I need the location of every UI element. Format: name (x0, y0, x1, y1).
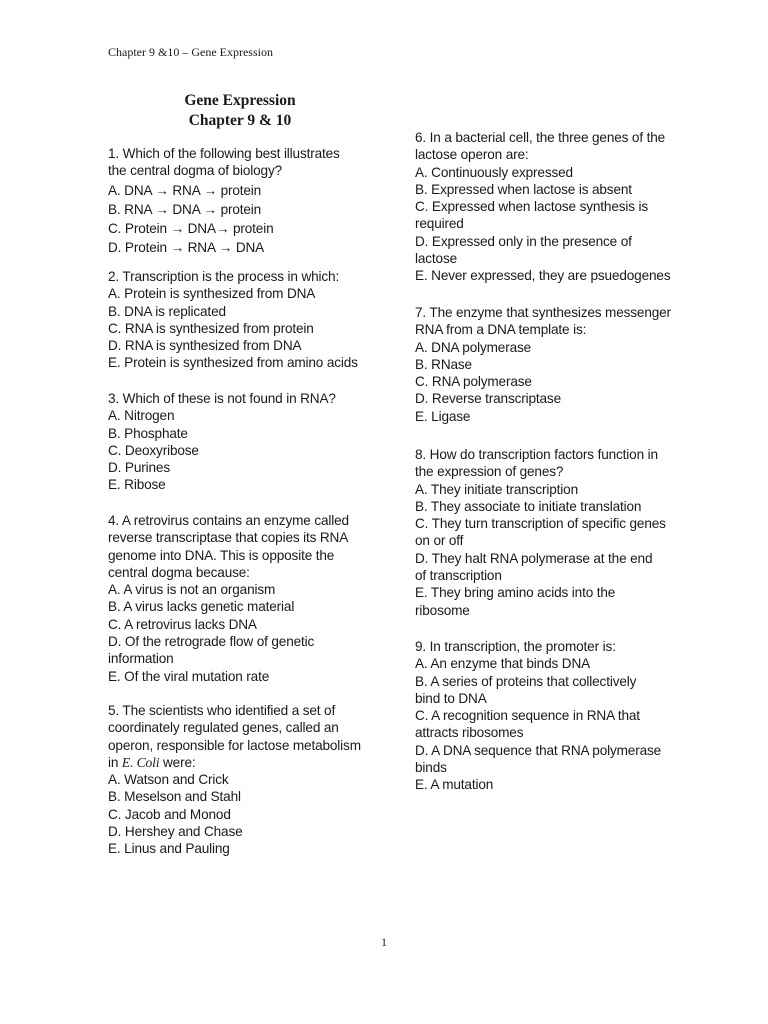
question-9 (415, 638, 681, 794)
question-text-prefix: in (108, 754, 122, 770)
answer-option: A. Nitrogen (108, 408, 175, 424)
answer-option: C. RNA polymerase (415, 374, 532, 390)
answer-option: A. An enzyme that binds DNA (415, 656, 591, 672)
answer-option: E. Of the viral mutation rate (108, 668, 270, 684)
question-text: genome into DNA. This is opposite the (108, 547, 335, 563)
title-line-1: Gene Expression (184, 92, 296, 109)
answer-option: bind to DNA (415, 690, 487, 706)
question-text (108, 754, 368, 771)
answer-option: A. A virus is not an organism (108, 582, 276, 598)
answer-option: D. Reverse transcriptase (415, 391, 561, 407)
answer-option: C. RNA is synthesized from protein (108, 320, 314, 336)
question-text: RNA from a DNA template is: (415, 322, 587, 338)
question-text: 1. Which of the following best illustrates (108, 146, 340, 161)
question-6 (415, 129, 681, 285)
answer-option: A. DNA → RNA → protein (108, 182, 262, 198)
question-text: coordinately regulated genes, called an (108, 720, 339, 736)
answer-option: A. They initiate transcription (415, 481, 578, 497)
answer-option: D. They halt RNA polymerase at the end (415, 550, 653, 566)
question-3 (108, 390, 368, 494)
answer-option: E. Linus and Pauling (108, 841, 230, 857)
answer-option: lactose (415, 251, 458, 267)
document-title (108, 91, 372, 131)
answer-option: C. Jacob and Monod (108, 806, 231, 822)
question-8 (415, 446, 681, 619)
question-text: the expression of genes? (415, 464, 564, 480)
answer-option: A. Continuously expressed (415, 164, 573, 180)
title-line-2: Chapter 9 & 10 (188, 112, 292, 129)
answer-option: B. DNA is replicated (108, 303, 226, 319)
answer-option: E. Ribose (108, 477, 166, 493)
answer-option: on or off (415, 533, 464, 549)
question-text: central dogma because: (108, 564, 250, 580)
running-header: Chapter 9 &10 – Gene Expression (108, 45, 273, 59)
question-text: 5. The scientists who identified a set of (108, 703, 336, 718)
answer-option: C. A retrovirus lacks DNA (108, 616, 257, 632)
answer-option: D. A DNA sequence that RNA polymerase (415, 742, 662, 758)
question-text: 7. The enzyme that synthesizes messenger (415, 305, 671, 320)
answer-option: D. Hershey and Chase (108, 824, 243, 840)
answer-option: B. RNA → DNA → protein (108, 201, 262, 217)
question-text: 3. Which of these is not found in RNA? (108, 391, 336, 406)
answer-option: of transcription (415, 568, 502, 584)
question-text-suffix: were: (159, 754, 196, 770)
answer-option: B. A series of proteins that collectively (415, 673, 637, 689)
question-5 (108, 702, 368, 858)
answer-option: C. They turn transcription of specific genes (415, 516, 666, 532)
answer-option: D. Protein → RNA → DNA (108, 240, 265, 256)
answer-option: E. A mutation (415, 777, 494, 793)
answer-option: C. Expressed when lactose synthesis is (415, 199, 649, 215)
answer-option: B. Expressed when lactose is absent (415, 181, 632, 197)
answer-option: B. They associate to initiate translation (415, 498, 642, 514)
question-text: 2. Transcription is the process in which: (108, 269, 340, 284)
question-7 (415, 304, 681, 425)
question-text: 6. In a bacterial cell, the three genes of the (415, 130, 666, 145)
answer-option: E. They bring amino acids into the (415, 585, 616, 601)
answer-option: A. DNA polymerase (415, 339, 532, 355)
answer-option: B. RNase (415, 356, 472, 372)
answer-option: information (108, 651, 174, 667)
answer-option: D. RNA is synthesized from DNA (108, 338, 302, 354)
question-text: 8. How do transcription factors function in (415, 447, 658, 462)
answer-option: A. Protein is synthesized from DNA (108, 286, 316, 302)
answer-option: D. Of the retrograde flow of genetic (108, 634, 315, 650)
answer-option: C. Deoxyribose (108, 442, 199, 458)
question-text: reverse transcriptase that copies its RNA (108, 530, 349, 546)
answer-option: A. Watson and Crick (108, 772, 229, 788)
answer-option: E. Ligase (415, 408, 471, 424)
answer-option: C. A recognition sequence in RNA that (415, 708, 640, 724)
page-number: 1 (381, 935, 387, 949)
question-2 (108, 268, 368, 372)
answer-option: binds (415, 760, 447, 776)
question-text: 4. A retrovirus contains an enzyme called (108, 513, 349, 528)
question-text: lactose operon are: (415, 147, 529, 163)
answer-option: C. Protein → DNA→ protein (108, 221, 274, 237)
answer-option: ribosome (415, 602, 470, 618)
question-4 (108, 512, 368, 685)
answer-option: B. Meselson and Stahl (108, 789, 241, 805)
answer-option: D. Expressed only in the presence of (415, 233, 632, 249)
question-1 (108, 145, 368, 257)
question-text: operon, responsible for lactose metabolism (108, 737, 361, 753)
answer-option: D. Purines (108, 460, 170, 476)
answer-option: E. Never expressed, they are psuedogenes (415, 268, 671, 284)
question-text: 9. In transcription, the promoter is: (415, 639, 616, 654)
answer-option: required (415, 216, 464, 232)
organism-name: E. Coli (121, 754, 160, 770)
question-text: the central dogma of biology? (108, 163, 282, 179)
answer-option: attracts ribosomes (415, 725, 524, 741)
answer-option: B. A virus lacks genetic material (108, 599, 295, 615)
answer-option: E. Protein is synthesized from amino acids (108, 355, 358, 371)
answer-option: B. Phosphate (108, 425, 188, 441)
